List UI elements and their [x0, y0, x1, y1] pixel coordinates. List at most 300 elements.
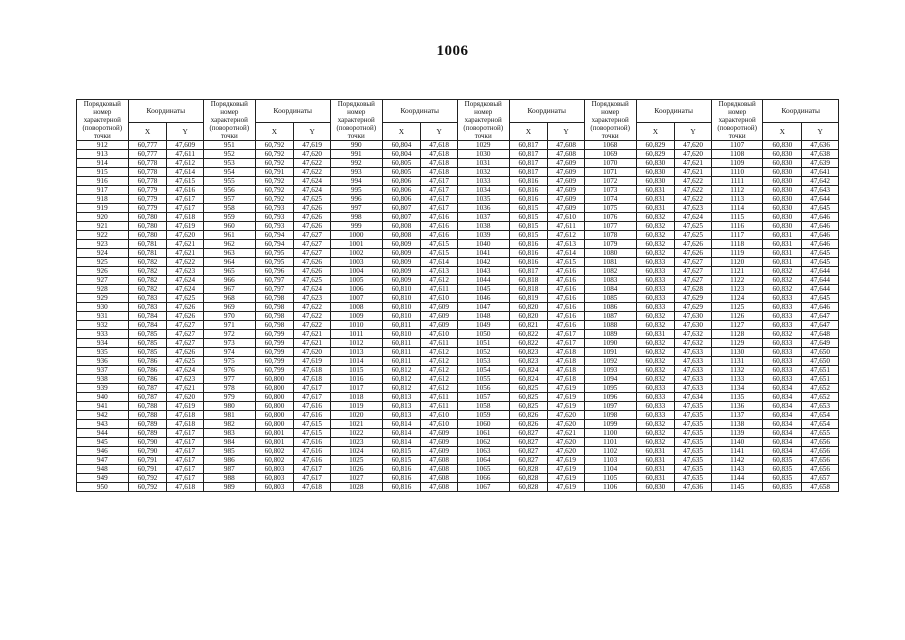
- point-index-cell: 1026: [330, 465, 382, 474]
- x-coordinate-cell: 60,790: [128, 438, 167, 447]
- y-coordinate-cell: 47,612: [548, 231, 585, 240]
- x-coordinate-cell: 60,792: [128, 474, 167, 483]
- x-coordinate-cell: 60,785: [128, 339, 167, 348]
- point-index-cell: 1019: [330, 402, 382, 411]
- y-coordinate-cell: 47,617: [294, 393, 331, 402]
- x-coordinate-cell: 60,820: [509, 303, 548, 312]
- x-coordinate-cell: 60,778: [128, 159, 167, 168]
- table-row: [77, 150, 839, 159]
- point-index-cell: 1011: [330, 330, 382, 339]
- y-coordinate-cell: 47,608: [421, 465, 458, 474]
- y-coordinate-cell: 47,626: [294, 258, 331, 267]
- y-coordinate-cell: 47,625: [675, 222, 712, 231]
- y-coordinate-cell: 47,645: [802, 258, 839, 267]
- point-index-cell: 994: [330, 177, 382, 186]
- point-index-cell: 1106: [584, 483, 636, 492]
- point-index-cell: 1057: [457, 393, 509, 402]
- y-coordinate-cell: 47,635: [675, 438, 712, 447]
- y-coordinate-cell: 47,627: [675, 276, 712, 285]
- x-coordinate-cell: 60,794: [255, 240, 294, 249]
- y-coordinate-cell: 47,610: [421, 294, 458, 303]
- x-coordinate-cell: 60,799: [255, 366, 294, 375]
- y-coordinate-cell: 47,617: [548, 339, 585, 348]
- x-coordinate-cell: 60,788: [128, 402, 167, 411]
- x-coordinate-cell: 60,823: [509, 348, 548, 357]
- y-coordinate-cell: 47,617: [294, 474, 331, 483]
- header-y: Y: [421, 123, 458, 141]
- x-coordinate-cell: 60,830: [763, 204, 802, 213]
- header-y: Y: [167, 123, 204, 141]
- point-index-cell: 1060: [457, 420, 509, 429]
- y-coordinate-cell: 47,609: [421, 429, 458, 438]
- point-index-cell: 1111: [711, 177, 763, 186]
- y-coordinate-cell: 47,617: [167, 438, 204, 447]
- x-coordinate-cell: 60,791: [128, 456, 167, 465]
- point-index-cell: 1039: [457, 231, 509, 240]
- point-index-cell: 932: [77, 321, 129, 330]
- x-coordinate-cell: 60,800: [255, 393, 294, 402]
- point-index-cell: 958: [203, 204, 255, 213]
- x-coordinate-cell: 60,830: [763, 186, 802, 195]
- point-index-cell: 940: [77, 393, 129, 402]
- y-coordinate-cell: 47,652: [802, 393, 839, 402]
- x-coordinate-cell: 60,832: [636, 348, 675, 357]
- x-coordinate-cell: 60,793: [255, 213, 294, 222]
- x-coordinate-cell: 60,792: [255, 159, 294, 168]
- x-coordinate-cell: 60,830: [636, 159, 675, 168]
- point-index-cell: 963: [203, 249, 255, 258]
- point-index-cell: 938: [77, 375, 129, 384]
- x-coordinate-cell: 60,834: [763, 411, 802, 420]
- point-index-cell: 1030: [457, 150, 509, 159]
- x-coordinate-cell: 60,831: [636, 204, 675, 213]
- point-index-cell: 1103: [584, 456, 636, 465]
- y-coordinate-cell: 47,619: [548, 456, 585, 465]
- y-coordinate-cell: 47,624: [294, 186, 331, 195]
- x-coordinate-cell: 60,780: [128, 231, 167, 240]
- point-index-cell: 1032: [457, 168, 509, 177]
- y-coordinate-cell: 47,658: [802, 483, 839, 492]
- point-index-cell: 1081: [584, 258, 636, 267]
- x-coordinate-cell: 60,832: [636, 429, 675, 438]
- x-coordinate-cell: 60,792: [128, 483, 167, 492]
- y-coordinate-cell: 47,625: [294, 276, 331, 285]
- x-coordinate-cell: 60,832: [636, 222, 675, 231]
- x-coordinate-cell: 60,814: [382, 420, 421, 429]
- y-coordinate-cell: 47,609: [548, 168, 585, 177]
- y-coordinate-cell: 47,633: [675, 348, 712, 357]
- table-row: [77, 204, 839, 213]
- point-index-cell: 916: [77, 177, 129, 186]
- y-coordinate-cell: 47,643: [802, 186, 839, 195]
- table-row: [77, 357, 839, 366]
- x-coordinate-cell: 60,781: [128, 240, 167, 249]
- x-coordinate-cell: 60,804: [382, 150, 421, 159]
- y-coordinate-cell: 47,626: [294, 222, 331, 231]
- table-row: [77, 384, 839, 393]
- x-coordinate-cell: 60,835: [763, 474, 802, 483]
- x-coordinate-cell: 60,793: [255, 204, 294, 213]
- point-index-cell: 926: [77, 267, 129, 276]
- point-index-cell: 1099: [584, 420, 636, 429]
- x-coordinate-cell: 60,817: [509, 168, 548, 177]
- x-coordinate-cell: 60,814: [382, 438, 421, 447]
- y-coordinate-cell: 47,626: [675, 240, 712, 249]
- y-coordinate-cell: 47,616: [421, 213, 458, 222]
- x-coordinate-cell: 60,810: [382, 285, 421, 294]
- header-x: X: [636, 123, 675, 141]
- x-coordinate-cell: 60,792: [255, 141, 294, 150]
- point-index-cell: 1135: [711, 393, 763, 402]
- point-index-cell: 1009: [330, 312, 382, 321]
- point-index-cell: 1006: [330, 285, 382, 294]
- x-coordinate-cell: 60,810: [382, 330, 421, 339]
- point-index-cell: 925: [77, 258, 129, 267]
- table-row: [77, 294, 839, 303]
- point-index-cell: 991: [330, 150, 382, 159]
- y-coordinate-cell: 47,619: [548, 465, 585, 474]
- point-index-cell: 1086: [584, 303, 636, 312]
- point-index-cell: 941: [77, 402, 129, 411]
- y-coordinate-cell: 47,635: [675, 420, 712, 429]
- point-index-cell: 1028: [330, 483, 382, 492]
- point-index-cell: 959: [203, 213, 255, 222]
- point-index-cell: 920: [77, 213, 129, 222]
- x-coordinate-cell: 60,816: [382, 465, 421, 474]
- header-coordinates: Координаты: [636, 100, 711, 123]
- x-coordinate-cell: 60,808: [382, 222, 421, 231]
- y-coordinate-cell: 47,621: [675, 168, 712, 177]
- point-index-cell: 1051: [457, 339, 509, 348]
- y-coordinate-cell: 47,622: [675, 195, 712, 204]
- x-coordinate-cell: 60,791: [128, 465, 167, 474]
- x-coordinate-cell: 60,801: [255, 429, 294, 438]
- point-index-cell: 1020: [330, 411, 382, 420]
- x-coordinate-cell: 60,792: [255, 186, 294, 195]
- point-index-cell: 1065: [457, 465, 509, 474]
- x-coordinate-cell: 60,782: [128, 267, 167, 276]
- y-coordinate-cell: 47,642: [802, 177, 839, 186]
- point-index-cell: 1116: [711, 222, 763, 231]
- x-coordinate-cell: 60,834: [763, 393, 802, 402]
- x-coordinate-cell: 60,782: [128, 285, 167, 294]
- point-index-cell: 1077: [584, 222, 636, 231]
- point-index-cell: 993: [330, 168, 382, 177]
- y-coordinate-cell: 47,609: [548, 204, 585, 213]
- point-index-cell: 1139: [711, 429, 763, 438]
- y-coordinate-cell: 47,628: [675, 285, 712, 294]
- y-coordinate-cell: 47,618: [421, 150, 458, 159]
- y-coordinate-cell: 47,644: [802, 267, 839, 276]
- x-coordinate-cell: 60,833: [636, 267, 675, 276]
- point-index-cell: 1050: [457, 330, 509, 339]
- y-coordinate-cell: 47,644: [802, 195, 839, 204]
- y-coordinate-cell: 47,627: [294, 240, 331, 249]
- point-index-cell: 1063: [457, 447, 509, 456]
- point-index-cell: 970: [203, 312, 255, 321]
- y-coordinate-cell: 47,619: [548, 384, 585, 393]
- y-coordinate-cell: 47,649: [802, 339, 839, 348]
- y-coordinate-cell: 47,618: [294, 483, 331, 492]
- point-index-cell: 1124: [711, 294, 763, 303]
- table-row: [77, 177, 839, 186]
- x-coordinate-cell: 60,799: [255, 339, 294, 348]
- point-index-cell: 934: [77, 339, 129, 348]
- point-index-cell: 1117: [711, 231, 763, 240]
- y-coordinate-cell: 47,627: [675, 258, 712, 267]
- y-coordinate-cell: 47,635: [675, 447, 712, 456]
- y-coordinate-cell: 47,617: [421, 195, 458, 204]
- y-coordinate-cell: 47,618: [167, 411, 204, 420]
- y-coordinate-cell: 47,618: [548, 375, 585, 384]
- x-coordinate-cell: 60,825: [509, 393, 548, 402]
- point-index-cell: 1095: [584, 384, 636, 393]
- y-coordinate-cell: 47,617: [294, 465, 331, 474]
- point-index-cell: 1137: [711, 411, 763, 420]
- x-coordinate-cell: 60,828: [509, 483, 548, 492]
- point-index-cell: 975: [203, 357, 255, 366]
- point-index-cell: 992: [330, 159, 382, 168]
- y-coordinate-cell: 47,654: [802, 411, 839, 420]
- x-coordinate-cell: 60,784: [128, 312, 167, 321]
- x-coordinate-cell: 60,813: [382, 402, 421, 411]
- y-coordinate-cell: 47,609: [421, 438, 458, 447]
- point-index-cell: 1125: [711, 303, 763, 312]
- x-coordinate-cell: 60,811: [382, 348, 421, 357]
- x-coordinate-cell: 60,816: [509, 195, 548, 204]
- x-coordinate-cell: 60,800: [255, 420, 294, 429]
- x-coordinate-cell: 60,798: [255, 321, 294, 330]
- y-coordinate-cell: 47,626: [294, 204, 331, 213]
- point-index-cell: 1131: [711, 357, 763, 366]
- header-x: X: [509, 123, 548, 141]
- y-coordinate-cell: 47,622: [675, 186, 712, 195]
- point-index-cell: 1133: [711, 375, 763, 384]
- y-coordinate-cell: 47,620: [167, 393, 204, 402]
- x-coordinate-cell: 60,830: [763, 195, 802, 204]
- x-coordinate-cell: 60,821: [509, 321, 548, 330]
- point-index-cell: 1067: [457, 483, 509, 492]
- point-index-cell: 943: [77, 420, 129, 429]
- x-coordinate-cell: 60,816: [509, 249, 548, 258]
- y-coordinate-cell: 47,624: [675, 213, 712, 222]
- point-index-cell: 1052: [457, 348, 509, 357]
- point-index-cell: 1102: [584, 447, 636, 456]
- x-coordinate-cell: 60,823: [509, 357, 548, 366]
- x-coordinate-cell: 60,799: [255, 330, 294, 339]
- y-coordinate-cell: 47,617: [421, 186, 458, 195]
- x-coordinate-cell: 60,822: [509, 330, 548, 339]
- point-index-cell: 1141: [711, 447, 763, 456]
- x-coordinate-cell: 60,827: [509, 429, 548, 438]
- header-x: X: [763, 123, 802, 141]
- y-coordinate-cell: 47,611: [421, 393, 458, 402]
- y-coordinate-cell: 47,651: [802, 366, 839, 375]
- x-coordinate-cell: 60,795: [255, 258, 294, 267]
- x-coordinate-cell: 60,831: [636, 465, 675, 474]
- point-index-cell: 956: [203, 186, 255, 195]
- x-coordinate-cell: 60,780: [128, 222, 167, 231]
- point-index-cell: 1008: [330, 303, 382, 312]
- point-index-cell: 1118: [711, 240, 763, 249]
- y-coordinate-cell: 47,620: [548, 447, 585, 456]
- y-coordinate-cell: 47,626: [167, 312, 204, 321]
- x-coordinate-cell: 60,830: [763, 168, 802, 177]
- point-index-cell: 1000: [330, 231, 382, 240]
- x-coordinate-cell: 60,805: [382, 168, 421, 177]
- x-coordinate-cell: 60,830: [763, 213, 802, 222]
- point-index-cell: 1012: [330, 339, 382, 348]
- point-index-cell: 927: [77, 276, 129, 285]
- x-coordinate-cell: 60,818: [509, 276, 548, 285]
- y-coordinate-cell: 47,618: [421, 141, 458, 150]
- point-index-cell: 946: [77, 447, 129, 456]
- y-coordinate-cell: 47,624: [294, 177, 331, 186]
- point-index-cell: 960: [203, 222, 255, 231]
- x-coordinate-cell: 60,830: [636, 177, 675, 186]
- point-index-cell: 971: [203, 321, 255, 330]
- y-coordinate-cell: 47,616: [548, 303, 585, 312]
- table-row: [77, 222, 839, 231]
- x-coordinate-cell: 60,780: [128, 213, 167, 222]
- point-index-cell: 1074: [584, 195, 636, 204]
- y-coordinate-cell: 47,652: [802, 384, 839, 393]
- x-coordinate-cell: 60,788: [128, 411, 167, 420]
- y-coordinate-cell: 47,656: [802, 465, 839, 474]
- x-coordinate-cell: 60,812: [382, 384, 421, 393]
- point-index-cell: 999: [330, 222, 382, 231]
- y-coordinate-cell: 47,646: [802, 240, 839, 249]
- table-row: [77, 348, 839, 357]
- table-row: [77, 258, 839, 267]
- point-index-cell: 1064: [457, 456, 509, 465]
- table-row: [77, 474, 839, 483]
- y-coordinate-cell: 47,613: [421, 267, 458, 276]
- x-coordinate-cell: 60,803: [255, 474, 294, 483]
- header-y: Y: [675, 123, 712, 141]
- table-row: [77, 285, 839, 294]
- x-coordinate-cell: 60,825: [509, 402, 548, 411]
- y-coordinate-cell: 47,617: [421, 204, 458, 213]
- table-row: [77, 420, 839, 429]
- y-coordinate-cell: 47,638: [802, 150, 839, 159]
- x-coordinate-cell: 60,826: [509, 420, 548, 429]
- point-index-cell: 977: [203, 375, 255, 384]
- x-coordinate-cell: 60,800: [255, 402, 294, 411]
- point-index-cell: 1089: [584, 330, 636, 339]
- x-coordinate-cell: 60,816: [509, 177, 548, 186]
- y-coordinate-cell: 47,629: [675, 294, 712, 303]
- point-index-cell: 985: [203, 447, 255, 456]
- x-coordinate-cell: 60,831: [763, 249, 802, 258]
- x-coordinate-cell: 60,799: [255, 357, 294, 366]
- y-coordinate-cell: 47,612: [421, 375, 458, 384]
- x-coordinate-cell: 60,833: [636, 285, 675, 294]
- x-coordinate-cell: 60,812: [382, 375, 421, 384]
- y-coordinate-cell: 47,629: [675, 303, 712, 312]
- table-row: [77, 267, 839, 276]
- point-index-cell: 966: [203, 276, 255, 285]
- y-coordinate-cell: 47,636: [675, 483, 712, 492]
- x-coordinate-cell: 60,833: [763, 339, 802, 348]
- y-coordinate-cell: 47,623: [167, 375, 204, 384]
- x-coordinate-cell: 60,820: [509, 312, 548, 321]
- point-index-cell: 1013: [330, 348, 382, 357]
- header-coordinates: Координаты: [763, 100, 839, 123]
- x-coordinate-cell: 60,786: [128, 357, 167, 366]
- y-coordinate-cell: 47,616: [421, 222, 458, 231]
- x-coordinate-cell: 60,832: [636, 231, 675, 240]
- point-index-cell: 1113: [711, 195, 763, 204]
- point-index-cell: 1145: [711, 483, 763, 492]
- table-row: [77, 195, 839, 204]
- y-coordinate-cell: 47,609: [548, 159, 585, 168]
- table-row: [77, 366, 839, 375]
- x-coordinate-cell: 60,793: [255, 222, 294, 231]
- x-coordinate-cell: 60,811: [382, 339, 421, 348]
- y-coordinate-cell: 47,610: [421, 420, 458, 429]
- point-index-cell: 1017: [330, 384, 382, 393]
- y-coordinate-cell: 47,620: [294, 150, 331, 159]
- y-coordinate-cell: 47,613: [548, 240, 585, 249]
- y-coordinate-cell: 47,616: [294, 438, 331, 447]
- point-index-cell: 944: [77, 429, 129, 438]
- y-coordinate-cell: 47,619: [548, 474, 585, 483]
- y-coordinate-cell: 47,615: [294, 420, 331, 429]
- y-coordinate-cell: 47,626: [167, 303, 204, 312]
- header-point-index: Порядковый номер характерной (поворотной) точки: [203, 100, 255, 141]
- x-coordinate-cell: 60,781: [128, 249, 167, 258]
- y-coordinate-cell: 47,624: [294, 285, 331, 294]
- x-coordinate-cell: 60,808: [382, 231, 421, 240]
- y-coordinate-cell: 47,609: [421, 447, 458, 456]
- y-coordinate-cell: 47,616: [294, 411, 331, 420]
- y-coordinate-cell: 47,611: [548, 222, 585, 231]
- y-coordinate-cell: 47,608: [421, 456, 458, 465]
- x-coordinate-cell: 60,831: [636, 474, 675, 483]
- point-index-cell: 1014: [330, 357, 382, 366]
- header-y: Y: [802, 123, 839, 141]
- y-coordinate-cell: 47,608: [421, 474, 458, 483]
- x-coordinate-cell: 60,805: [382, 159, 421, 168]
- y-coordinate-cell: 47,616: [294, 456, 331, 465]
- y-coordinate-cell: 47,618: [294, 366, 331, 375]
- y-coordinate-cell: 47,609: [548, 186, 585, 195]
- point-index-cell: 1121: [711, 267, 763, 276]
- y-coordinate-cell: 47,627: [167, 321, 204, 330]
- y-coordinate-cell: 47,616: [548, 294, 585, 303]
- x-coordinate-cell: 60,778: [128, 177, 167, 186]
- header-point-index: Порядковый номер характерной (поворотной) точки: [330, 100, 382, 141]
- y-coordinate-cell: 47,622: [675, 177, 712, 186]
- point-index-cell: 984: [203, 438, 255, 447]
- y-coordinate-cell: 47,608: [421, 483, 458, 492]
- point-index-cell: 1093: [584, 366, 636, 375]
- y-coordinate-cell: 47,619: [548, 402, 585, 411]
- x-coordinate-cell: 60,833: [763, 294, 802, 303]
- x-coordinate-cell: 60,787: [128, 384, 167, 393]
- x-coordinate-cell: 60,800: [255, 411, 294, 420]
- x-coordinate-cell: 60,827: [509, 456, 548, 465]
- header-point-index: Порядковый номер характерной (поворотной) точки: [584, 100, 636, 141]
- point-index-cell: 1122: [711, 276, 763, 285]
- y-coordinate-cell: 47,633: [675, 384, 712, 393]
- y-coordinate-cell: 47,610: [421, 330, 458, 339]
- point-index-cell: 976: [203, 366, 255, 375]
- x-coordinate-cell: 60,816: [509, 186, 548, 195]
- y-coordinate-cell: 47,610: [421, 411, 458, 420]
- point-index-cell: 935: [77, 348, 129, 357]
